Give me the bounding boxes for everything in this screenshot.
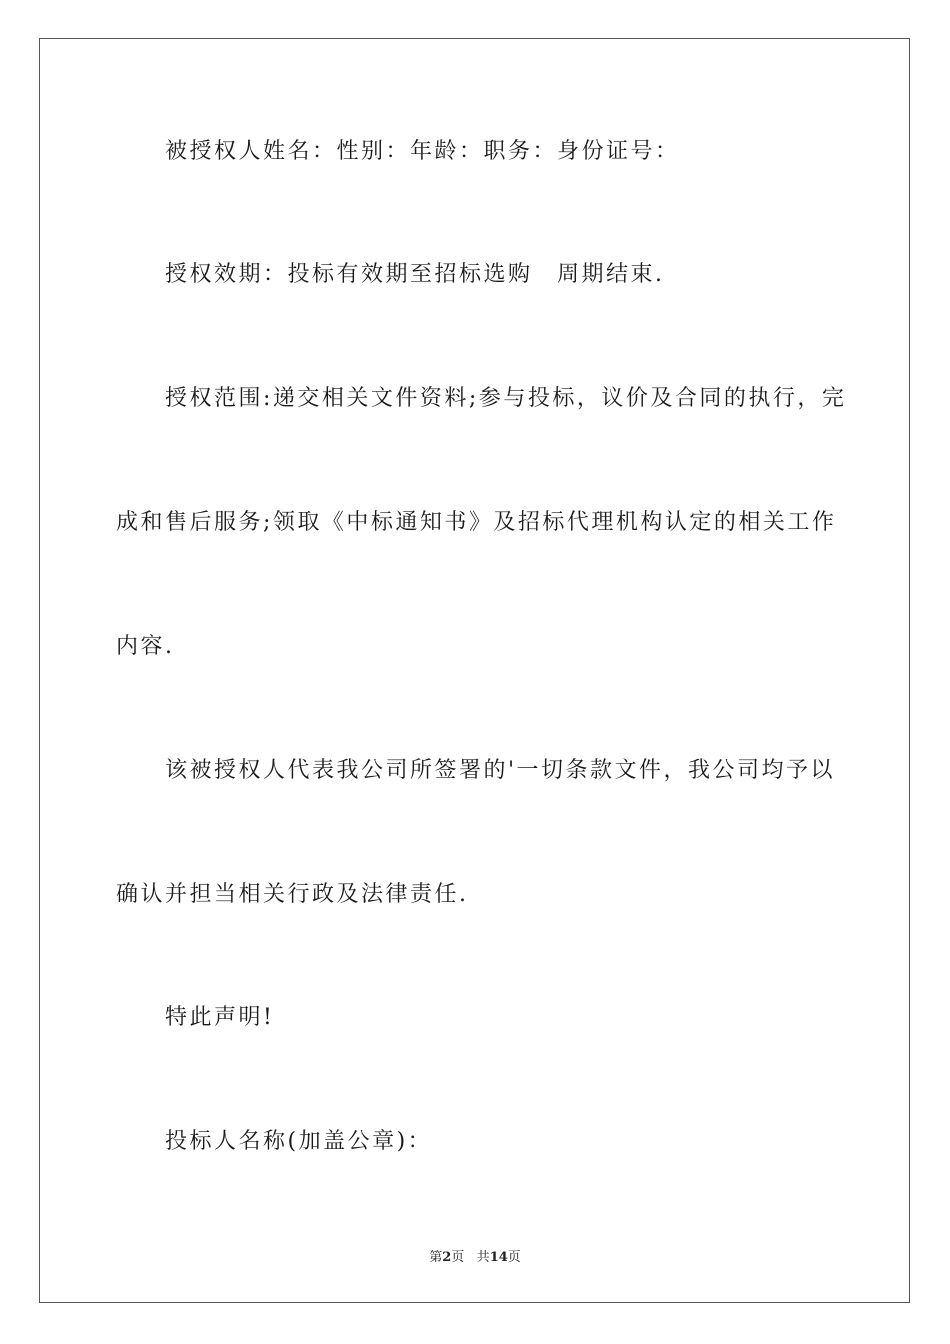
text-line-bidder-name: 投标人名称(加盖公章)： — [165, 1129, 433, 1154]
footer-page-suffix: 页 — [451, 1250, 465, 1265]
footer-total-pages: 14 — [489, 1250, 508, 1265]
text-line-confirmation-end: 确认并担当相关行政及法律责任. — [116, 882, 469, 907]
text-line-confirmation: 该被授权人代表我公司所签署的'一切条款文件，我公司均予以 — [165, 758, 836, 783]
text-line-declaration: 特此声明! — [165, 1005, 275, 1030]
page-number-footer — [0, 1246, 950, 1265]
footer-current-page: 2 — [442, 1250, 452, 1265]
text-line-authorization-scope: 授权范围:递交相关文件资料;参与投标，议价及合同的执行，完 — [165, 386, 847, 411]
text-line-authorization-period: 授权效期：投标有效期至招标选购 周期结束. — [165, 262, 665, 287]
text-line-scope-continued: 成和售后服务;领取《中标通知书》及招标代理机构认定的相关工作 — [116, 510, 837, 535]
footer-total-prefix: 共 — [476, 1250, 490, 1265]
footer-prefix: 第 — [429, 1250, 443, 1265]
footer-total-suffix: 页 — [507, 1250, 521, 1265]
text-line-authorized-person: 被授权人姓名：性别：年龄：职务：身份证号： — [165, 139, 680, 164]
text-line-scope-end: 内容. — [116, 634, 175, 659]
page-border — [39, 38, 910, 1303]
